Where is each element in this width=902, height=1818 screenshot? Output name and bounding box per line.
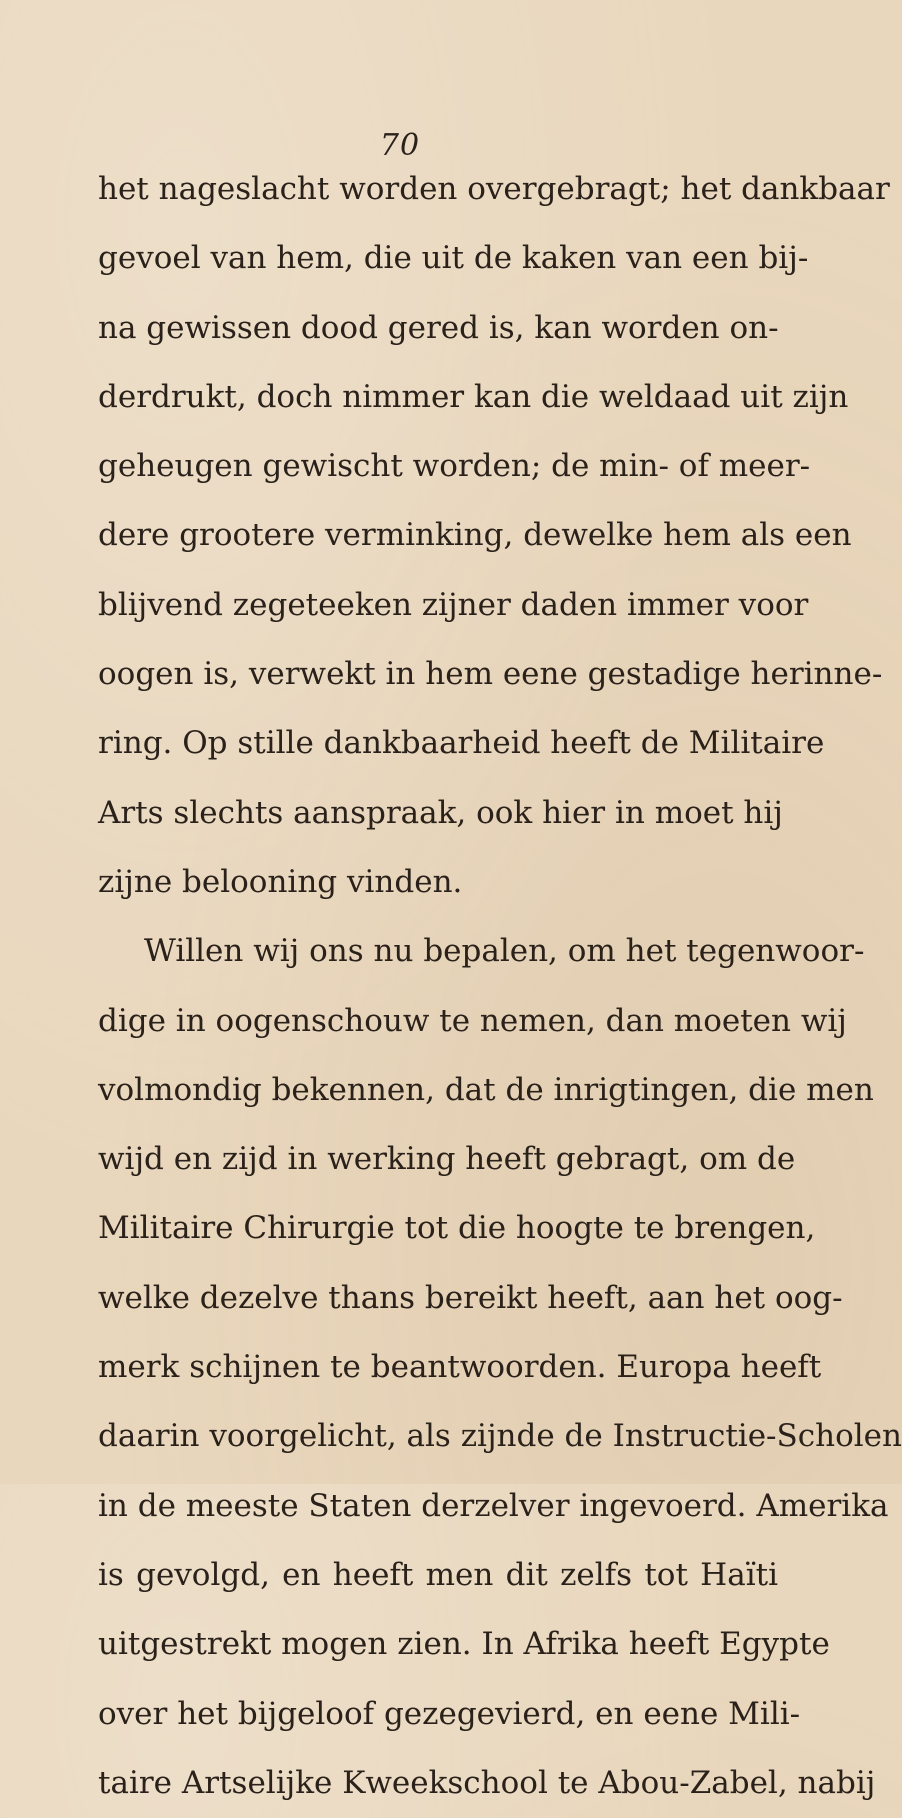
text-line: volmondig bekennen, dat de inrigtingen, die men (98, 1071, 874, 1108)
text-line: derdrukt, doch nimmer kan die weldaad uit zijn (98, 378, 849, 415)
text-line: wijd en zijd in werking heeft gebragt, om de (98, 1141, 796, 1178)
text-line: merk schijnen te beantwoorden. Europa heeft (98, 1349, 822, 1386)
text-line: gevoel van hem, die uit de kaken van een bij- (98, 240, 809, 277)
text-line: dere grootere verminking, dewelke hem als een (98, 517, 852, 554)
text-line: Militaire Chirurgie tot die hoogte te brengen, (98, 1210, 816, 1247)
text-line: in de meeste Staten derzelver ingevoerd. Amerika (98, 1487, 889, 1524)
text-line: dige in oogenschouw te nemen, dan moeten wij (98, 1002, 847, 1039)
text-line: taire Artselijke Kweekschool te Abou-Zabel, nabij (98, 1764, 876, 1801)
text-line: daarin voorgelicht, als zijnde de Instructie-Scholen (98, 1418, 902, 1455)
text-line: geheugen gewischt worden; de min- of meer- (98, 448, 811, 485)
text-line: blijvend zegeteeken zijner daden immer voor (98, 586, 809, 623)
text-line: het nageslacht worden overgebragt; het dankbaar (98, 171, 890, 207)
body-text (98, 155, 902, 1818)
text-line: ring. Op stille dankbaarheid heeft de Militaire (98, 725, 825, 762)
text-line: is gevolgd, en heeft men dit zelfs tot Haïti (98, 1556, 778, 1593)
page-number: 70 (379, 128, 421, 163)
text-line: uitgestrekt mogen zien. In Afrika heeft Egypte (98, 1626, 830, 1663)
paragraph-end-line: zijne belooning vinden. (98, 863, 463, 900)
text-line: over het bijgeloof gezegevierd, en eene Mili- (98, 1695, 801, 1732)
paragraph-start-line: Willen wij ons nu bepalen, om het tegenwoor- (144, 933, 865, 970)
text-line: welke dezelve thans bereikt heeft, aan het oog- (98, 1279, 843, 1316)
text-line: Arts slechts aanspraak, ook hier in moet hij (98, 794, 783, 831)
text-line: na gewissen dood gered is, kan worden on- (98, 309, 779, 346)
text-line: oogen is, verwekt in hem eene gestadige herinne- (98, 656, 883, 693)
